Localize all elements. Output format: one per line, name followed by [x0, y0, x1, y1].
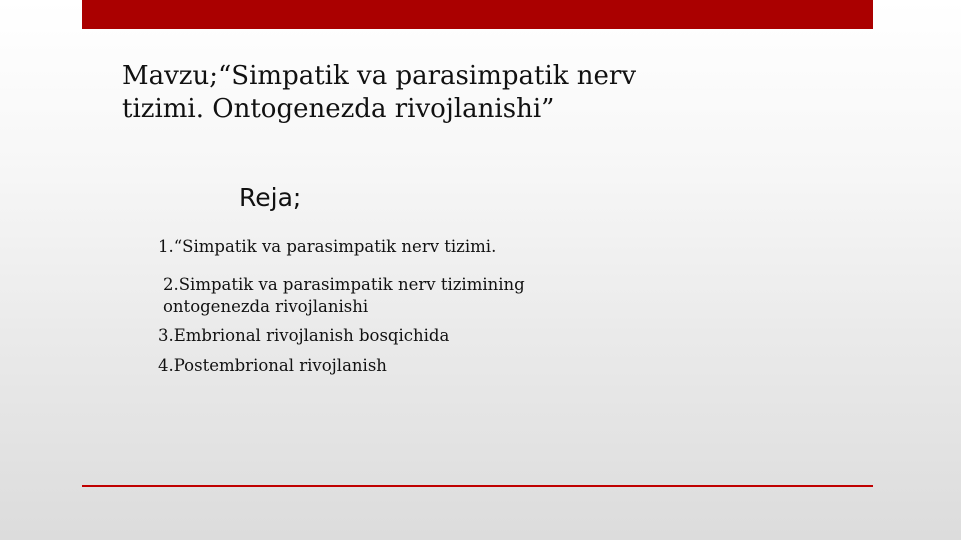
slide-title-line-1: Mavzu;“Simpatik va parasimpatik nerv — [122, 61, 637, 91]
plan-item-3 — [158, 325, 449, 347]
plan-item-2 — [163, 274, 525, 318]
plan-item-4-text: 4.Postembrional rivojlanish — [158, 356, 387, 375]
top-accent-bar — [82, 0, 873, 29]
plan-item-1-text: 1.“Simpatik va parasimpatik nerv tizimi. — [158, 237, 497, 256]
slide-title — [122, 60, 742, 126]
plan-item-4 — [158, 355, 387, 377]
slide-title-line-2: tizimi. Ontogenezda rivojlanishi” — [122, 94, 555, 124]
bottom-divider-line — [82, 485, 873, 487]
plan-item-3-text: 3.Embrional rivojlanish bosqichida — [158, 326, 450, 345]
plan-item-1 — [158, 236, 496, 258]
plan-item-2-text-line-1: 2.Simpatik va parasimpatik nerv tizimining — [163, 275, 525, 294]
plan-heading: Reja; — [239, 183, 302, 212]
plan-item-2-text-line-2: ontogenezda rivojlanishi — [163, 297, 369, 316]
